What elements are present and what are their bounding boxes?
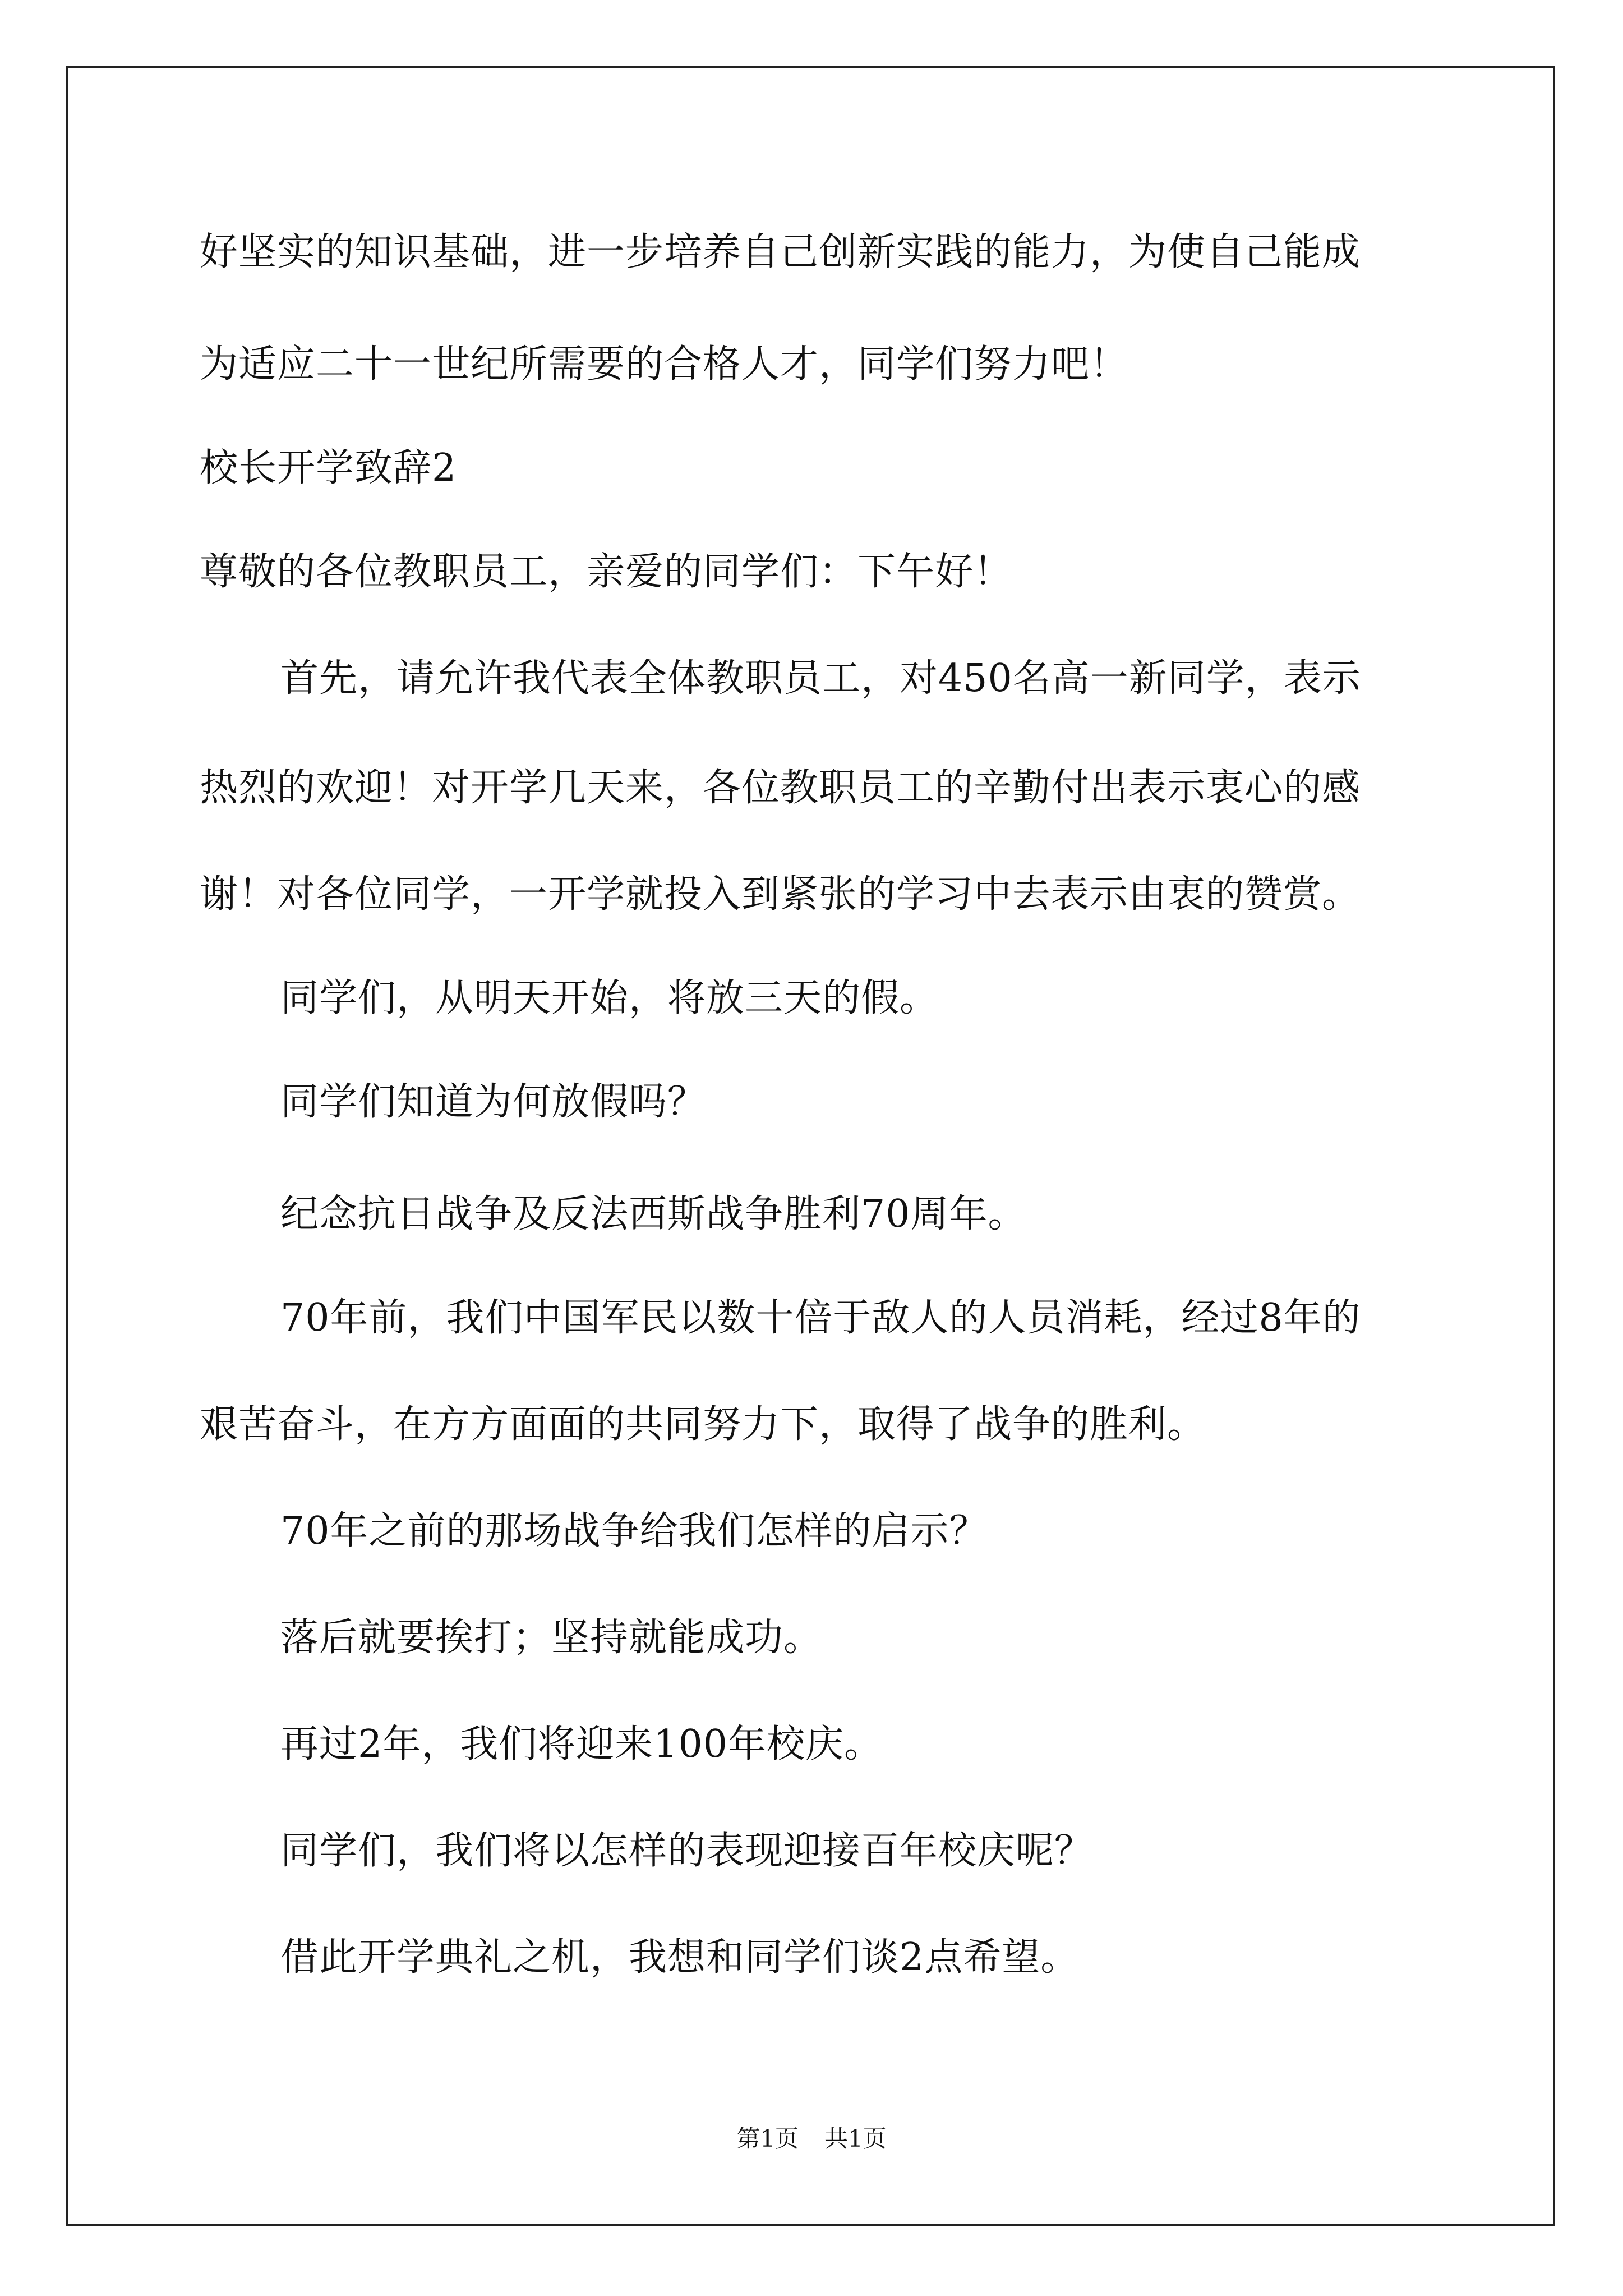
paragraph-line: 为适应二十一世纪所需要的合格人才，同学们努力吧！ — [200, 342, 1129, 386]
paragraph-line: 热烈的欢迎！对开学几天来，各位教职员工的辛勤付出表示衷心的感 — [200, 766, 1361, 810]
section-title: 校长开学致辞2 — [200, 446, 457, 490]
paragraph-line: 同学们，我们将以怎样的表现迎接百年校庆呢？ — [280, 1829, 1094, 1873]
paragraph-line: 再过2年，我们将迎来100年校庆。 — [280, 1722, 883, 1766]
salutation-line: 尊敬的各位教职员工，亲爱的同学们：下午好！ — [200, 550, 1013, 594]
paragraph-line: 同学们，从明天开始，将放三天的假。 — [280, 976, 939, 1020]
paragraph-line: 艰苦奋斗，在方方面面的共同努力下，取得了战争的胜利。 — [200, 1402, 1206, 1447]
paragraph-line: 纪念抗日战争及反法西斯战争胜利70周年。 — [280, 1192, 1027, 1236]
page-number: 第1页 — [736, 2125, 799, 2152]
paragraph-line: 70年之前的那场战争给我们怎样的启示？ — [280, 1509, 988, 1553]
paragraph-line: 同学们知道为何放假吗？ — [280, 1080, 707, 1124]
paragraph-line: 落后就要挨打；坚持就能成功。 — [280, 1616, 823, 1660]
paragraph-line: 借此开学典礼之机，我想和同学们谈2点希望。 — [280, 1935, 1080, 1980]
page-footer — [0, 2123, 1623, 2155]
paragraph-line: 首先，请允许我代表全体教职员工，对450名高一新同学，表示 — [280, 656, 1361, 701]
paragraph-line: 70年前，我们中国军民以数十倍于敌人的人员消耗，经过8年的 — [280, 1296, 1361, 1340]
page-border — [66, 66, 1555, 2226]
paragraph-line: 好坚实的知识基础，进一步培养自己创新实践的能力，为使自己能成 — [200, 230, 1361, 274]
page-count: 共1页 — [824, 2125, 887, 2152]
paragraph-line: 谢！对各位同学，一开学就投入到紧张的学习中去表示由衷的赞赏。 — [200, 872, 1361, 917]
